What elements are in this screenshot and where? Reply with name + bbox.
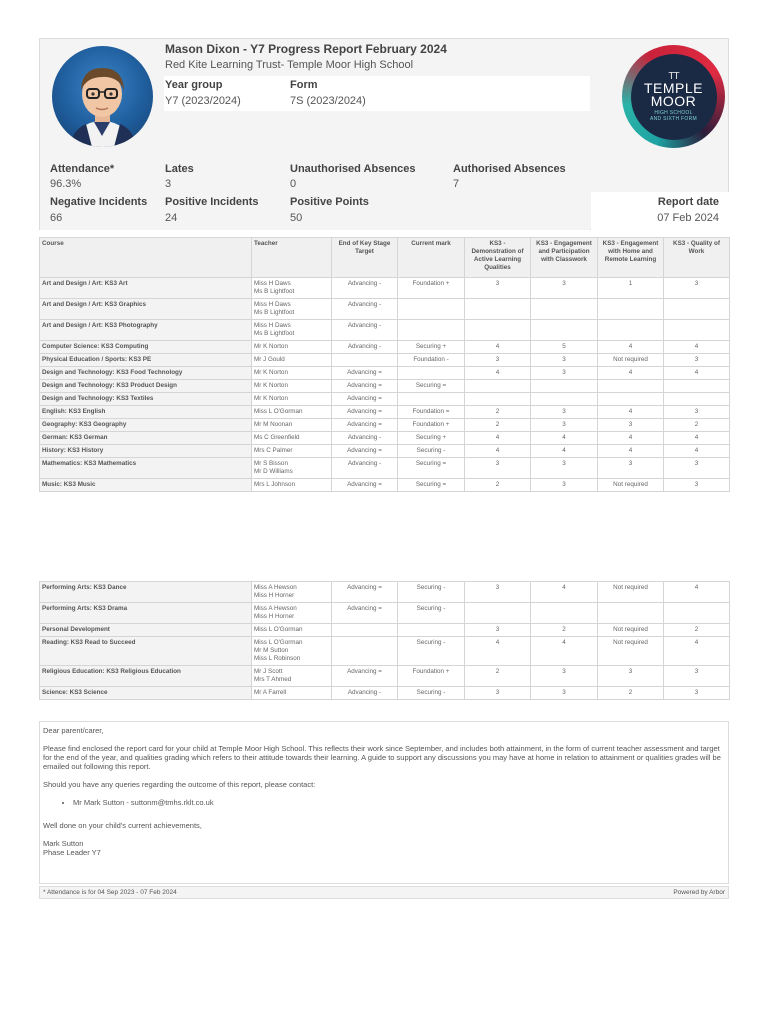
home-learning-cell: 4: [598, 367, 664, 380]
lates-label: Lates: [165, 163, 194, 175]
unauthorised-absences-label: Unauthorised Absences: [290, 163, 416, 175]
course-cell: History: KS3 History: [40, 445, 252, 458]
teacher-name: Miss L Robinson: [254, 655, 301, 662]
quality-of-work-cell: 3: [664, 406, 730, 419]
active-learning-cell: 3: [465, 687, 531, 700]
target-cell: Advancing -: [332, 278, 398, 299]
target-cell: Advancing -: [332, 299, 398, 320]
active-learning-cell: [465, 393, 531, 406]
target-cell: Advancing =: [332, 406, 398, 419]
target-cell: Advancing =: [332, 603, 398, 624]
target-cell: [332, 354, 398, 367]
current-mark-cell: Securing -: [398, 582, 465, 603]
teacher-name: Mr K Norton: [254, 369, 288, 376]
quality-of-work-cell: [664, 320, 730, 341]
school-name: Red Kite Learning Trust- Temple Moor High School: [165, 59, 414, 71]
quality-of-work-cell: [664, 393, 730, 406]
quality-of-work-cell: 3: [664, 458, 730, 479]
report-date-label: Report date: [657, 196, 719, 208]
authorised-absences-value: 7: [453, 178, 460, 190]
course-cell: Geography: KS3 Geography: [40, 419, 252, 432]
student-photo: [52, 46, 153, 147]
classwork-engagement-cell: 3: [531, 479, 598, 492]
course-cell: Art and Design / Art: KS3 Graphics: [40, 299, 252, 320]
classwork-engagement-cell: 4: [531, 432, 598, 445]
active-learning-cell: [465, 380, 531, 393]
current-mark-cell: Securing =: [398, 458, 465, 479]
teacher-name: Miss H Daws: [254, 322, 291, 329]
table-row: [40, 419, 730, 432]
home-learning-cell: 3: [598, 458, 664, 479]
quality-of-work-cell: [664, 603, 730, 624]
table-row: [40, 603, 730, 624]
table-row: [40, 637, 730, 666]
grades-table: [39, 237, 730, 492]
teacher-name: Mr K Norton: [254, 382, 288, 389]
table-row: [40, 393, 730, 406]
home-learning-cell: 4: [598, 432, 664, 445]
report-title: Mason Dixon - Y7 Progress Report February 2024: [165, 42, 447, 56]
active-learning-cell: 2: [465, 666, 531, 687]
course-cell: Design and Technology: KS3 Textiles: [40, 393, 252, 406]
active-learning-cell: 2: [465, 419, 531, 432]
teacher-cell: [252, 637, 332, 666]
active-learning-cell: 3: [465, 354, 531, 367]
classwork-engagement-cell: 4: [531, 582, 598, 603]
target-cell: Advancing -: [332, 458, 398, 479]
quality-of-work-cell: 3: [664, 479, 730, 492]
quality-of-work-cell: 4: [664, 341, 730, 354]
current-mark-cell: Foundation -: [398, 354, 465, 367]
current-mark-cell: Securing -: [398, 445, 465, 458]
current-mark-cell: Securing -: [398, 637, 465, 666]
teacher-cell: [252, 624, 332, 637]
teacher-cell: [252, 341, 332, 354]
teacher-cell: [252, 320, 332, 341]
classwork-engagement-cell: 3: [531, 687, 598, 700]
behaviour-stats: [40, 192, 590, 230]
home-learning-cell: 3: [598, 419, 664, 432]
quality-of-work-cell: 2: [664, 419, 730, 432]
quality-of-work-cell: [664, 299, 730, 320]
home-learning-cell: Not required: [598, 582, 664, 603]
positive-points-value: 50: [290, 212, 303, 224]
teacher-cell: [252, 299, 332, 320]
teacher-cell: [252, 380, 332, 393]
contact-list: [73, 798, 725, 807]
table-row: [40, 367, 730, 380]
letter-greeting: Dear parent/carer,: [43, 726, 104, 735]
classwork-engagement-cell: [531, 393, 598, 406]
signature-name: Mark Sutton: [43, 839, 84, 848]
letter-closing: Well done on your child's current achievements,: [43, 821, 202, 830]
grades-table-continued: [39, 581, 730, 700]
teacher-cell: [252, 419, 332, 432]
classwork-engagement-cell: 5: [531, 341, 598, 354]
col-header: KS3 - Demonstration of Active Learning Qualities: [465, 238, 531, 278]
home-learning-cell: [598, 299, 664, 320]
target-cell: Advancing =: [332, 582, 398, 603]
home-learning-cell: Not required: [598, 624, 664, 637]
teacher-name: Miss A Hewson: [254, 605, 297, 612]
target-cell: [332, 637, 398, 666]
form-label: Form: [290, 79, 318, 91]
classwork-engagement-cell: [531, 603, 598, 624]
active-learning-cell: 4: [465, 637, 531, 666]
target-cell: Advancing =: [332, 380, 398, 393]
table-row: [40, 624, 730, 637]
target-cell: [332, 624, 398, 637]
classwork-engagement-cell: [531, 299, 598, 320]
classwork-engagement-cell: 2: [531, 624, 598, 637]
course-cell: Personal Development: [40, 624, 252, 637]
classwork-engagement-cell: 3: [531, 367, 598, 380]
negative-incidents-label: Negative Incidents: [50, 196, 148, 208]
teacher-cell: [252, 393, 332, 406]
teacher-cell: [252, 582, 332, 603]
teacher-name: Mr S Bisson: [254, 460, 288, 467]
quality-of-work-cell: 3: [664, 354, 730, 367]
table-row: [40, 380, 730, 393]
current-mark-cell: [398, 393, 465, 406]
current-mark-cell: Foundation =: [398, 406, 465, 419]
active-learning-cell: [465, 320, 531, 341]
teacher-name: Mr A Farrell: [254, 689, 287, 696]
quality-of-work-cell: 4: [664, 432, 730, 445]
teacher-name: Mr J Gould: [254, 356, 285, 363]
table-row: [40, 299, 730, 320]
parent-letter: [39, 721, 729, 884]
table-row: [40, 687, 730, 700]
classwork-engagement-cell: 4: [531, 637, 598, 666]
letter-contact-intro: Should you have any queries regarding the outcome of this report, please contact:: [43, 780, 316, 789]
target-cell: Advancing -: [332, 687, 398, 700]
home-learning-cell: [598, 320, 664, 341]
table-row: [40, 432, 730, 445]
course-cell: Computer Science: KS3 Computing: [40, 341, 252, 354]
course-cell: German: KS3 German: [40, 432, 252, 445]
positive-incidents-value: 24: [165, 212, 178, 224]
teacher-name: Miss H Horner: [254, 613, 295, 620]
teacher-name: Miss H Daws: [254, 280, 291, 287]
course-cell: English: KS3 English: [40, 406, 252, 419]
quality-of-work-cell: [664, 380, 730, 393]
teacher-cell: [252, 666, 332, 687]
report-date: [591, 192, 729, 230]
course-cell: Music: KS3 Music: [40, 479, 252, 492]
home-learning-cell: 1: [598, 278, 664, 299]
positive-points-label: Positive Points: [290, 196, 369, 208]
course-cell: Design and Technology: KS3 Food Technology: [40, 367, 252, 380]
target-cell: Advancing =: [332, 419, 398, 432]
table-row: [40, 354, 730, 367]
quality-of-work-cell: 4: [664, 582, 730, 603]
classwork-engagement-cell: 3: [531, 354, 598, 367]
col-header: Current mark: [398, 238, 465, 278]
teacher-name: Ms B Lightfoot: [254, 309, 295, 316]
target-cell: Advancing =: [332, 666, 398, 687]
teacher-name: Mrs T Ahmed: [254, 676, 292, 683]
active-learning-cell: 4: [465, 341, 531, 354]
home-learning-cell: Not required: [598, 637, 664, 666]
signature-role: Phase Leader Y7: [43, 848, 101, 857]
enrolment-info: [164, 76, 590, 111]
teacher-name: Ms B Lightfoot: [254, 288, 295, 295]
teacher-cell: [252, 458, 332, 479]
classwork-engagement-cell: 3: [531, 419, 598, 432]
home-learning-cell: 4: [598, 341, 664, 354]
active-learning-cell: [465, 299, 531, 320]
col-header: KS3 - Engagement and Participation with Classwork: [531, 238, 598, 278]
teacher-name: Mrs C Palmer: [254, 447, 293, 454]
quality-of-work-cell: 3: [664, 278, 730, 299]
target-cell: Advancing =: [332, 393, 398, 406]
course-cell: Mathematics: KS3 Mathematics: [40, 458, 252, 479]
current-mark-cell: [398, 320, 465, 341]
current-mark-cell: Foundation +: [398, 666, 465, 687]
target-cell: Advancing =: [332, 367, 398, 380]
table-row: [40, 666, 730, 687]
current-mark-cell: Securing +: [398, 341, 465, 354]
teacher-cell: [252, 603, 332, 624]
target-cell: Advancing =: [332, 445, 398, 458]
active-learning-cell: 4: [465, 367, 531, 380]
teacher-name: Mr M Noonan: [254, 421, 293, 428]
teacher-cell: [252, 445, 332, 458]
current-mark-cell: Securing =: [398, 380, 465, 393]
course-cell: Science: KS3 Science: [40, 687, 252, 700]
target-cell: Advancing -: [332, 320, 398, 341]
active-learning-cell: 3: [465, 278, 531, 299]
current-mark-cell: Foundation +: [398, 419, 465, 432]
teacher-name: Mr K Norton: [254, 343, 288, 350]
classwork-engagement-cell: 4: [531, 445, 598, 458]
report-date-value: 07 Feb 2024: [657, 212, 719, 224]
course-cell: Performing Arts: KS3 Drama: [40, 603, 252, 624]
teacher-cell: [252, 354, 332, 367]
attendance-value: 96.3%: [50, 178, 82, 190]
active-learning-cell: 3: [465, 458, 531, 479]
current-mark-cell: Securing =: [398, 479, 465, 492]
current-mark-cell: [398, 367, 465, 380]
letter-body: Please find enclosed the report card for your child at Temple Moor High School. This reflects their work since September, and includes both attainment, in the form of current teacher assessment and target for the end of the year, and qualities grading which refers to their attitude towards their learning. A guide to support any discussions you may have at home in relation to attainment or qualities grades will be emailed out following this report.: [43, 744, 721, 771]
current-mark-cell: Securing -: [398, 687, 465, 700]
classwork-engagement-cell: 3: [531, 666, 598, 687]
table-row: [40, 278, 730, 299]
powered-by: Powered by Arbor: [673, 889, 725, 896]
classwork-engagement-cell: 3: [531, 406, 598, 419]
teacher-name: Ms C Greenfield: [254, 434, 300, 441]
classwork-engagement-cell: 3: [531, 458, 598, 479]
teacher-cell: [252, 479, 332, 492]
home-learning-cell: 2: [598, 687, 664, 700]
target-cell: Advancing =: [332, 479, 398, 492]
teacher-cell: [252, 406, 332, 419]
report-footer: [39, 886, 729, 899]
quality-of-work-cell: 4: [664, 445, 730, 458]
teacher-cell: [252, 432, 332, 445]
teacher-cell: [252, 278, 332, 299]
teacher-name: Miss A Hewson: [254, 584, 297, 591]
teacher-cell: [252, 367, 332, 380]
teacher-name: Ms B Lightfoot: [254, 330, 295, 337]
quality-of-work-cell: 4: [664, 367, 730, 380]
col-header: Teacher: [252, 238, 332, 278]
course-cell: Art and Design / Art: KS3 Art: [40, 278, 252, 299]
home-learning-cell: [598, 603, 664, 624]
active-learning-cell: 4: [465, 432, 531, 445]
home-learning-cell: 3: [598, 666, 664, 687]
contact-item: • Mr Mark Sutton - suttonm@tmhs.rklt.co.uk: [73, 798, 725, 807]
current-mark-cell: Foundation +: [398, 278, 465, 299]
course-cell: Reading: KS3 Read to Succeed: [40, 637, 252, 666]
teacher-name: Miss H Horner: [254, 592, 295, 599]
classwork-engagement-cell: 3: [531, 278, 598, 299]
course-cell: Art and Design / Art: KS3 Photography: [40, 320, 252, 341]
home-learning-cell: [598, 380, 664, 393]
authorised-absences-label: Authorised Absences: [453, 163, 566, 175]
teacher-name: Miss L O'Gorman: [254, 626, 303, 633]
positive-incidents-label: Positive Incidents: [165, 196, 259, 208]
classwork-engagement-cell: [531, 320, 598, 341]
year-group-value: Y7 (2023/2024): [165, 95, 241, 107]
active-learning-cell: 3: [465, 624, 531, 637]
negative-incidents-value: 66: [50, 212, 63, 224]
table-row: [40, 479, 730, 492]
form-value: 7S (2023/2024): [290, 95, 366, 107]
current-mark-cell: [398, 624, 465, 637]
course-cell: Physical Education / Sports: KS3 PE: [40, 354, 252, 367]
lates-value: 3: [165, 178, 172, 190]
active-learning-cell: 3: [465, 582, 531, 603]
table-row: [40, 445, 730, 458]
classwork-engagement-cell: [531, 380, 598, 393]
quality-of-work-cell: 3: [664, 687, 730, 700]
report-header: [39, 38, 729, 230]
school-logo: TT TEMPLE MOOR HIGH SCHOOL AND SIXTH FORM: [622, 45, 725, 148]
current-mark-cell: Securing -: [398, 603, 465, 624]
table-row: [40, 406, 730, 419]
course-cell: Design and Technology: KS3 Product Design: [40, 380, 252, 393]
home-learning-cell: [598, 393, 664, 406]
logo-emblem-icon: TT: [668, 70, 679, 82]
teacher-name: Miss L O'Gorman: [254, 639, 303, 646]
year-group-label: Year group: [165, 79, 223, 91]
home-learning-cell: Not required: [598, 479, 664, 492]
teacher-name: Mrs L Johnson: [254, 481, 296, 488]
teacher-name: Mr K Norton: [254, 395, 288, 402]
col-header: End of Key Stage Target: [332, 238, 398, 278]
quality-of-work-cell: 3: [664, 666, 730, 687]
table-row: [40, 320, 730, 341]
teacher-name: Miss L O'Gorman: [254, 408, 303, 415]
current-mark-cell: [398, 299, 465, 320]
col-header: KS3 - Quality of Work: [664, 238, 730, 278]
table-header-row: [40, 238, 730, 278]
teacher-name: Mr M Sutton: [254, 647, 289, 654]
active-learning-cell: [465, 603, 531, 624]
attendance-note: * Attendance is for 04 Sep 2023 - 07 Feb 2024: [43, 889, 177, 896]
home-learning-cell: 4: [598, 445, 664, 458]
teacher-name: Mr D Williams: [254, 468, 293, 475]
col-header: KS3 - Engagement with Home and Remote Learning: [598, 238, 664, 278]
col-header: Course: [40, 238, 252, 278]
table-row: [40, 582, 730, 603]
quality-of-work-cell: 2: [664, 624, 730, 637]
quality-of-work-cell: 4: [664, 637, 730, 666]
target-cell: Advancing -: [332, 341, 398, 354]
table-row: [40, 458, 730, 479]
table-row: [40, 341, 730, 354]
course-cell: Performing Arts: KS3 Dance: [40, 582, 252, 603]
unauthorised-absences-value: 0: [290, 178, 297, 190]
teacher-cell: [252, 687, 332, 700]
teacher-name: Mr J Scott: [254, 668, 283, 675]
active-learning-cell: 2: [465, 479, 531, 492]
active-learning-cell: 4: [465, 445, 531, 458]
teacher-name: Miss H Daws: [254, 301, 291, 308]
home-learning-cell: 4: [598, 406, 664, 419]
target-cell: Advancing -: [332, 432, 398, 445]
current-mark-cell: Securing +: [398, 432, 465, 445]
course-cell: Religious Education: KS3 Religious Education: [40, 666, 252, 687]
home-learning-cell: Not required: [598, 354, 664, 367]
attendance-label: Attendance*: [50, 163, 115, 175]
active-learning-cell: 2: [465, 406, 531, 419]
